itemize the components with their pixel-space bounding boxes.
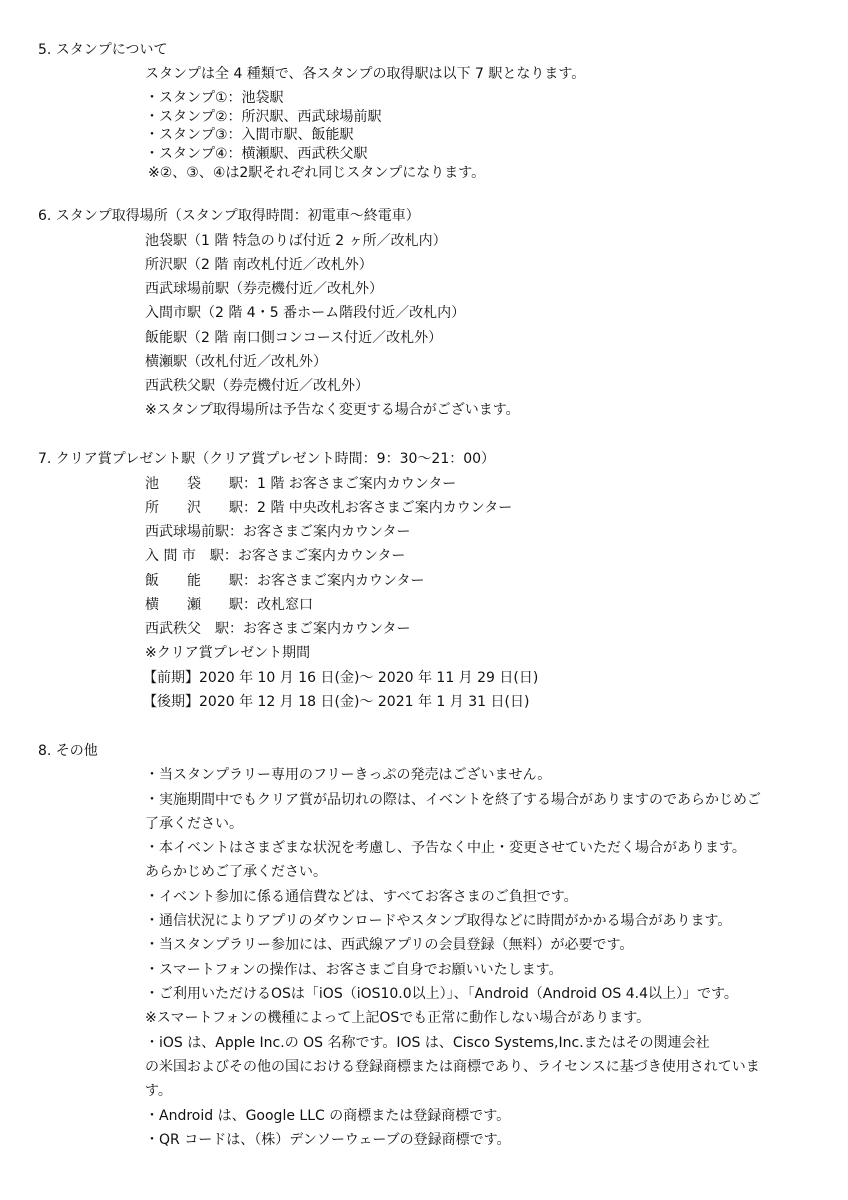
- stamp-location: 西武秩父駅（券売機付近／改札外）: [145, 378, 369, 394]
- section-6-heading: 6. スタンプ取得場所（スタンプ取得時間：初電車～終電車）: [38, 208, 420, 224]
- notice-line: ・当スタンプラリー参加には、西武線アプリの会員登録（無料）が必要です。: [145, 937, 634, 953]
- notice-line: ※スマートフォンの機種によって上記OSでも正常に動作しない場合があります。: [145, 1010, 651, 1026]
- present-station-row: [145, 498, 512, 518]
- present-station-place: ：お客さまご案内カウンター: [229, 621, 411, 637]
- stamp-item: ・スタンプ③：入間市駅、飯能駅: [145, 127, 354, 143]
- present-period-first: 【前期】2020 年 10 月 16 日(金)～ 2020 年 11 月 29 日(日): [143, 670, 539, 686]
- present-period-second: 【後期】2020 年 12 月 18 日(金)～ 2021 年 1 月 31 日(日): [143, 694, 530, 710]
- present-station-name: 西武秩父 駅: [145, 621, 229, 637]
- notice-line: ・ご利用いただけるOSは「iOS（iOS10.0以上）」、「Android（Android OS 4.4以上）」です。: [145, 986, 738, 1002]
- present-station-row: [145, 474, 456, 494]
- notice-line: 了承ください。: [145, 816, 243, 832]
- stamp-location: 飯能駅（2 階 南口側コンコース付近／改札外）: [145, 330, 443, 346]
- stamp-item: ・スタンプ④：横瀬駅、西武秩父駅: [145, 146, 368, 162]
- present-station-name: 入 間 市 駅: [145, 548, 224, 564]
- notice-line: ・スマートフォンの操作は、お客さまご自身でお願いいたします。: [145, 962, 563, 978]
- notice-line: ・QR コードは、（株）デンソーウェーブの登録商標です。: [145, 1132, 511, 1148]
- notice-line: の米国およびその他の国における登録商標または商標であり、ライセンスに基づき使用されていま: [145, 1059, 760, 1075]
- notice-line: あらかじめご了承ください。: [145, 864, 327, 880]
- present-station-place: ：お客さまご案内カウンター: [229, 524, 411, 540]
- notice-line: ・Android は、Google LLC の商標または登録商標です。: [145, 1108, 511, 1124]
- stamp-location: 横瀬駅（改札付近／改札外）: [145, 354, 327, 370]
- present-station-row: [145, 595, 313, 615]
- stamp-location: 所沢駅（2 階 南改札付近／改札外）: [145, 257, 373, 273]
- notice-line: ・通信状況によりアプリのダウンロードやスタンプ取得などに時間がかかる場合があります。: [145, 913, 732, 929]
- section-5-heading: 5. スタンプについて: [38, 42, 168, 58]
- stamp-location: 西武球場前駅（券売機付近／改札外）: [145, 281, 383, 297]
- stamp-location: 池袋駅（1 階 特急のりば付近 2 ヶ所／改札内）: [145, 233, 447, 249]
- present-station-row: [145, 571, 424, 591]
- stamp-item: ・スタンプ②：所沢駅、西武球場前駅: [145, 109, 382, 125]
- notice-line: ・実施期間中でもクリア賞が品切れの際は、イベントを終了する場合がありますのであらかじめご: [145, 792, 761, 808]
- present-period-label: ※クリア賞プレゼント期間: [145, 645, 311, 661]
- notice-line: ・iOS は、Apple Inc.の OS 名称です。IOS は、Cisco Systems,Inc.またはその関連会社: [145, 1035, 710, 1051]
- stamp-location: 入間市駅（2 階 4・5 番ホーム階段付近／改札内）: [145, 305, 466, 321]
- notice-line: ・イベント参加に係る通信費などは、すべてお客さまのご負担です。: [145, 889, 578, 905]
- section-5-note: ※②、③、④は2駅それぞれ同じスタンプになります。: [148, 165, 486, 181]
- section-8-heading: 8. その他: [38, 743, 98, 759]
- present-station-row: [145, 522, 410, 542]
- present-station-name: 池 袋 駅: [145, 476, 243, 492]
- stamp-item: ・スタンプ①：池袋駅: [145, 90, 284, 106]
- present-station-place: ：改札窓口: [243, 597, 313, 613]
- present-station-row: [145, 619, 410, 639]
- notice-line: す。: [145, 1083, 172, 1099]
- notice-line: ・当スタンプラリー専用のフリーきっぷの発売はございません。: [145, 767, 552, 783]
- present-station-name: 飯 能 駅: [145, 573, 243, 589]
- present-station-row: [145, 546, 405, 566]
- present-station-place: ：お客さまご案内カウンター: [223, 548, 406, 564]
- section-7-heading: 7. クリア賞プレゼント駅（クリア賞プレゼント時間：9：30～21：00）: [38, 451, 496, 467]
- present-station-place: ：お客さまご案内カウンター: [243, 573, 425, 589]
- notice-line: ・本イベントはさまざまな状況を考慮し、予告なく中止・変更させていただく場合があります。: [145, 840, 746, 856]
- present-station-place: ：2 階 中央改札お客さまご案内カウンター: [243, 500, 513, 516]
- present-station-name: 西武球場前駅: [145, 524, 229, 540]
- section-5-intro: スタンプは全 4 種類で、各スタンプの取得駅は以下 7 駅となります。: [145, 66, 586, 82]
- present-station-name: 横 瀬 駅: [145, 597, 243, 613]
- present-station-name: 所 沢 駅: [145, 500, 243, 516]
- section-6-note: ※スタンプ取得場所は予告なく変更する場合がございます。: [145, 402, 520, 418]
- present-station-place: ：1 階 お客さまご案内カウンター: [243, 476, 457, 492]
